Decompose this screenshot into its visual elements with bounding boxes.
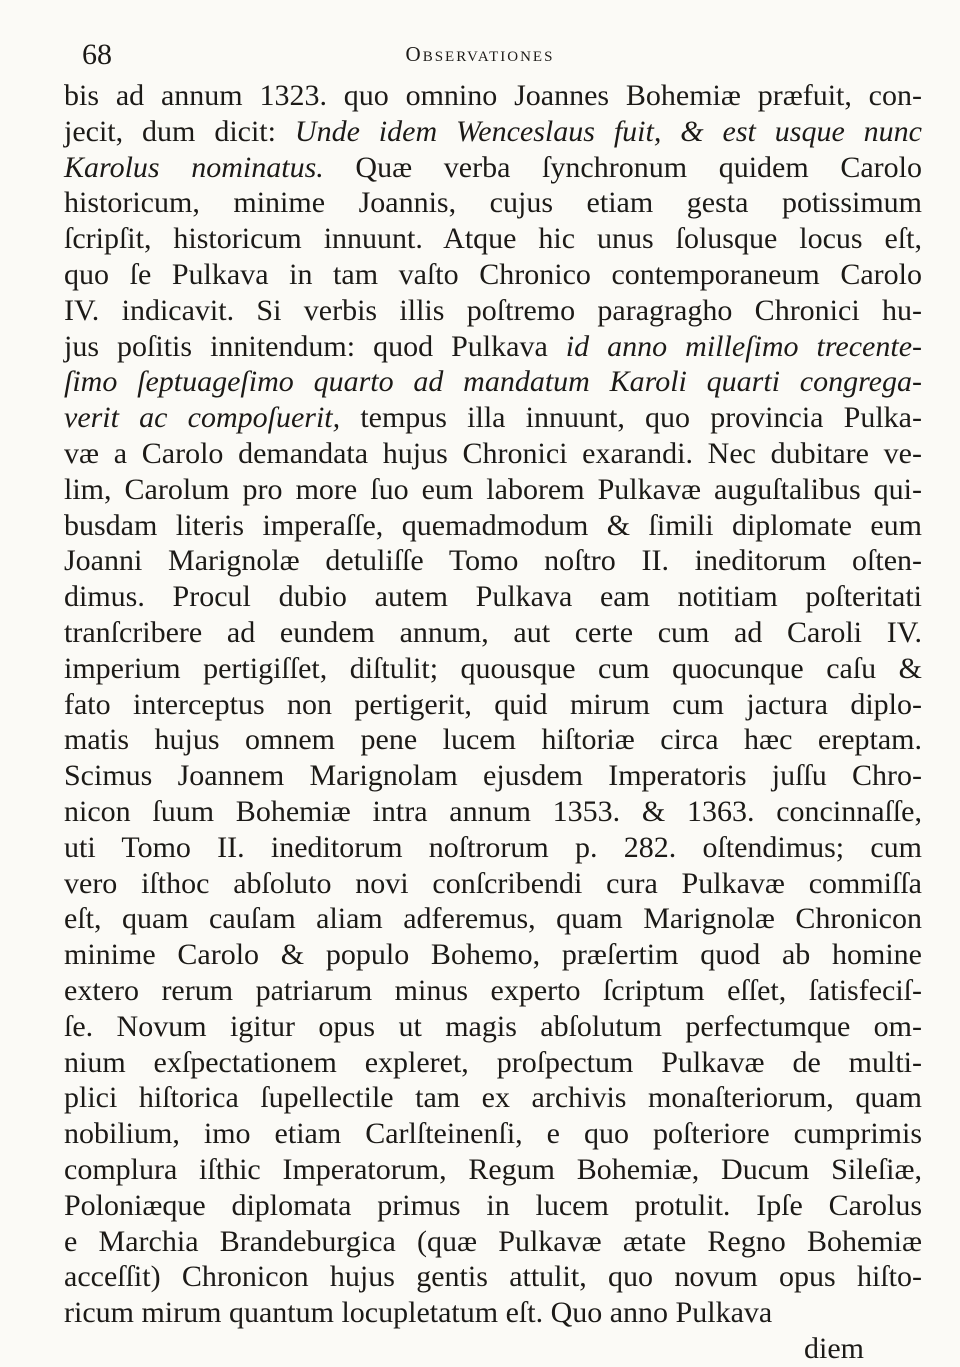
text-line bbox=[64, 937, 922, 973]
text-segment: Poloniæque diplomata primus in lucem protulit. Ipſe Carolus bbox=[64, 1188, 922, 1222]
text-segment: vero iſthoc abſoluto novi conſcribendi cura Pulkavæ commiſſa bbox=[64, 866, 922, 900]
italic-quote: id anno milleſimo trecente- bbox=[565, 329, 923, 363]
text-line bbox=[64, 687, 922, 723]
italic-quote: Unde idem Wenceslaus fuit, & est usque nunc bbox=[294, 114, 922, 148]
text-line bbox=[64, 615, 922, 651]
text-line bbox=[64, 364, 922, 400]
text-segment: quo ſe Pulkava in tam vaſto Chronico contemporaneum Carolo bbox=[64, 257, 922, 291]
text-segment: eſt, quam cauſam aliam adferemus, quam Marignolæ Chronicon bbox=[64, 902, 922, 936]
text-segment: busdam literis imperaſſe, quemadmodum & ſimili diplomate eum bbox=[64, 508, 922, 542]
text-line bbox=[64, 722, 922, 758]
text-segment: ſcripſit, historicum innuunt. Atque hic unus ſolusque locus eſt, bbox=[64, 222, 922, 256]
text-line bbox=[64, 1080, 922, 1116]
text-segment: Scimus Joannem Marignolam ejusdem Imperatoris juſſu Chro- bbox=[64, 759, 922, 793]
text-line bbox=[64, 221, 922, 257]
text-line bbox=[64, 508, 922, 544]
text-segment: ricum mirum quantum locupletatum eſt. Quo anno Pulkava bbox=[64, 1296, 773, 1330]
text-segment: nobilium, imo etiam Carlſteinenſi, e quo poſteriore cumprimis bbox=[64, 1117, 922, 1151]
text-line bbox=[64, 1009, 922, 1045]
text-segment: nium exſpectationem expleret, proſpectum Pulkavæ de multi- bbox=[64, 1045, 922, 1079]
text-segment: jecit, dum dicit: bbox=[64, 114, 295, 148]
text-line bbox=[64, 830, 922, 866]
text-line bbox=[64, 436, 922, 472]
text-line bbox=[64, 1188, 922, 1224]
text-line bbox=[64, 901, 922, 937]
text-line bbox=[64, 794, 922, 830]
text-line bbox=[64, 973, 922, 1009]
text-line bbox=[64, 1116, 922, 1152]
text-segment: væ a Carolo demandata hujus Chronici exarandi. Nec dubitare ve- bbox=[64, 436, 922, 470]
text-line bbox=[64, 78, 922, 114]
running-head: Observationes bbox=[405, 42, 555, 66]
text-line bbox=[64, 1224, 922, 1260]
text-segment: ſe. Novum igitur opus ut magis abſolutum perfectumque om- bbox=[64, 1009, 922, 1043]
text-segment: tempus illa innuunt, quo provincia Pulka- bbox=[340, 401, 922, 435]
italic-quote: verit ac compoſuerit, bbox=[64, 401, 341, 435]
text-segment: complura iſthic Imperatorum, Regum Bohemiæ, Ducum Sileſiæ, bbox=[64, 1152, 922, 1186]
text-segment: lim, Carolum pro more ſuo eum laborem Pulkavæ auguſtalibus qui- bbox=[64, 472, 922, 506]
italic-quote: ſimo ſeptuageſimo quarto ad mandatum Karoli quarti congrega- bbox=[64, 365, 922, 399]
text-line bbox=[64, 758, 922, 794]
text-segment: matis hujus omnem pene lucem hiſtoriæ circa hæc ereptam. bbox=[64, 723, 922, 757]
text-line bbox=[64, 150, 922, 186]
text-segment: minime Carolo & populo Bohemo, præſertim quod ab homine bbox=[64, 938, 922, 972]
page-header bbox=[62, 30, 898, 74]
text-line bbox=[64, 257, 922, 293]
text-line bbox=[64, 293, 922, 329]
text-segment: plici hiſtorica ſupellectile tam ex archivis monaſteriorum, quam bbox=[64, 1081, 922, 1115]
catchword: diem bbox=[804, 1331, 864, 1365]
text-segment: historicum, minime Joannis, cujus etiam gesta potissimum bbox=[64, 186, 922, 220]
text-segment: bis ad annum 1323. quo omnino Joannes Bohemiæ præfuit, con- bbox=[64, 79, 922, 112]
text-segment: fato interceptus non pertigerit, quid mirum cum jactura diplo- bbox=[64, 687, 922, 721]
text-line bbox=[64, 472, 922, 508]
body-text bbox=[64, 78, 922, 1367]
text-line bbox=[64, 543, 922, 579]
text-line bbox=[64, 1152, 922, 1188]
text-line bbox=[64, 114, 922, 150]
text-segment: tranſcribere ad eundem annum, aut certe cum ad Caroli IV. bbox=[64, 615, 922, 649]
text-line bbox=[64, 1045, 922, 1081]
text-segment: nicon ſuum Bohemiæ intra annum 1353. & 1363. concinnaſſe, bbox=[64, 794, 922, 828]
page-number: 68 bbox=[82, 38, 112, 71]
text-segment: uti Tomo II. ineditorum noſtrorum p. 282. oſtendimus; cum bbox=[64, 830, 922, 864]
text-line bbox=[64, 185, 922, 221]
text-line bbox=[64, 400, 922, 436]
text-segment: IV. indicavit. Si verbis illis poſtremo paragragho Chronici hu- bbox=[64, 293, 922, 327]
text-line bbox=[64, 1259, 922, 1295]
text-segment: e Marchia Brandeburgica (quæ Pulkavæ ætate Regno Bohemiæ bbox=[64, 1224, 922, 1258]
text-line bbox=[64, 1295, 922, 1331]
text-segment: Quæ verba ſynchronum quidem Carolo bbox=[323, 150, 922, 184]
text-segment: jus poſitis innitendum: quod Pulkava bbox=[64, 329, 566, 363]
text-segment: extero rerum patriarum minus experto ſcriptum eſſet, ſatisfeciſ- bbox=[64, 973, 922, 1007]
text-line bbox=[64, 579, 922, 615]
text-segment: imperium pertigiſſet, diſtulit; quousque cum quocunque caſu & bbox=[64, 651, 922, 685]
text-segment: acceſſit) Chronicon hujus gentis attulit, quo novum opus hiſto- bbox=[64, 1260, 922, 1294]
text-segment: dimus. Procul dubio autem Pulkava eam notitiam poſteritati bbox=[64, 580, 922, 614]
text-line bbox=[64, 329, 922, 365]
text-line bbox=[64, 866, 922, 902]
text-line bbox=[64, 651, 922, 687]
italic-quote: Karolus nominatus. bbox=[64, 150, 324, 184]
text-segment: Joanni Marignolæ detuliſſe Tomo noſtro II. ineditorum oſten- bbox=[64, 544, 922, 578]
